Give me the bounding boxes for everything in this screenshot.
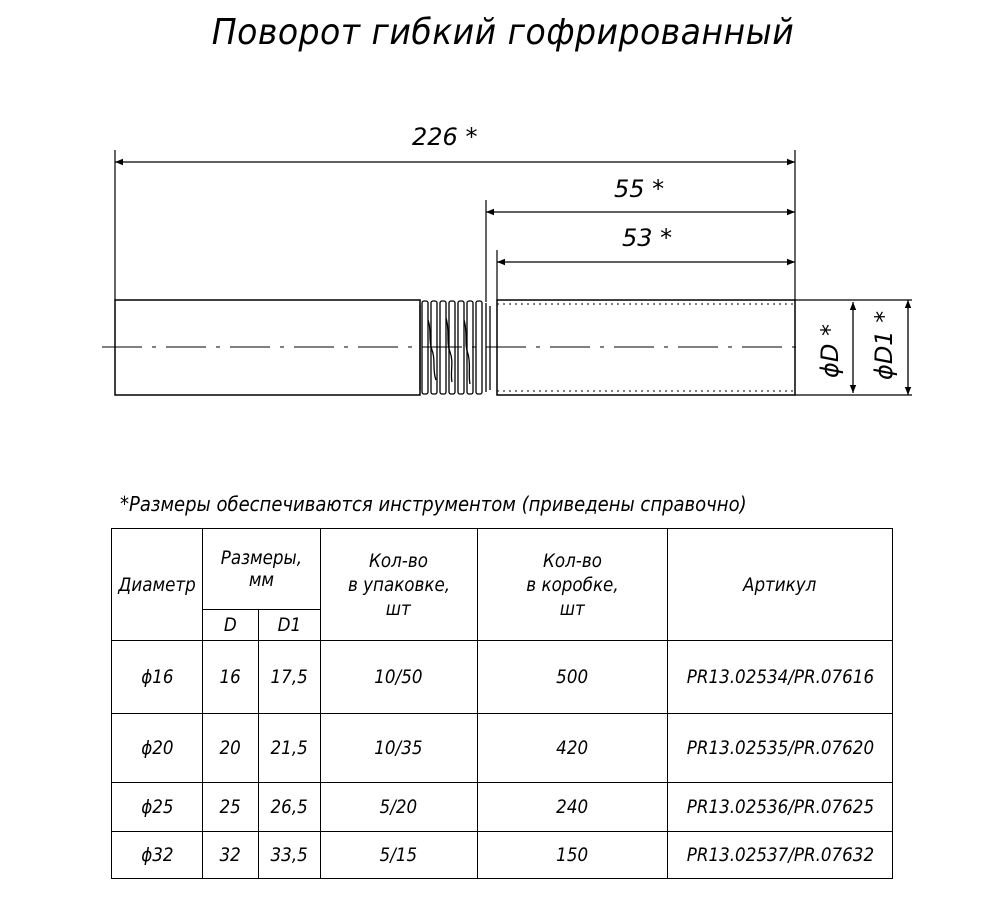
dim-text-53: 53 * [622,224,673,252]
header-d: D [202,610,258,641]
header-box-qty: Кол-во в коробке, шт [477,529,667,641]
dimension-note: *Размеры обеспечиваются инструментом (приведены справочно) [120,492,747,516]
table-row: ϕ16 16 17,5 10/50 500 PR13.02534/PR.07616 [112,641,893,714]
header-pack-qty: Кол-во в упаковке, шт [320,529,477,641]
dim-text-226: 226 * [412,123,478,151]
header-sizes: Размеры, мм [202,529,320,610]
table-header-row [112,529,893,610]
header-d1: D1 [258,610,320,641]
header-diameter: Диаметр [112,529,203,641]
dim-text-d: ϕD * [816,324,844,378]
table-row: ϕ32 32 33,5 5/15 150 PR13.02537/PR.07632 [112,832,893,879]
table-row: ϕ25 25 26,5 5/20 240 PR13.02536/PR.07625 [112,783,893,832]
header-article: Артикул [668,529,893,641]
table-row: ϕ20 20 21,5 10/35 420 PR13.02535/PR.07620 [112,714,893,783]
dimension-lines [115,162,908,395]
dim-text-d1: ϕD1 * [870,310,898,380]
drawing-title: Поворот гибкий гофрированный [211,12,795,53]
dim-text-55: 55 * [614,175,665,203]
extension-lines [115,150,912,395]
spec-table [111,528,893,879]
